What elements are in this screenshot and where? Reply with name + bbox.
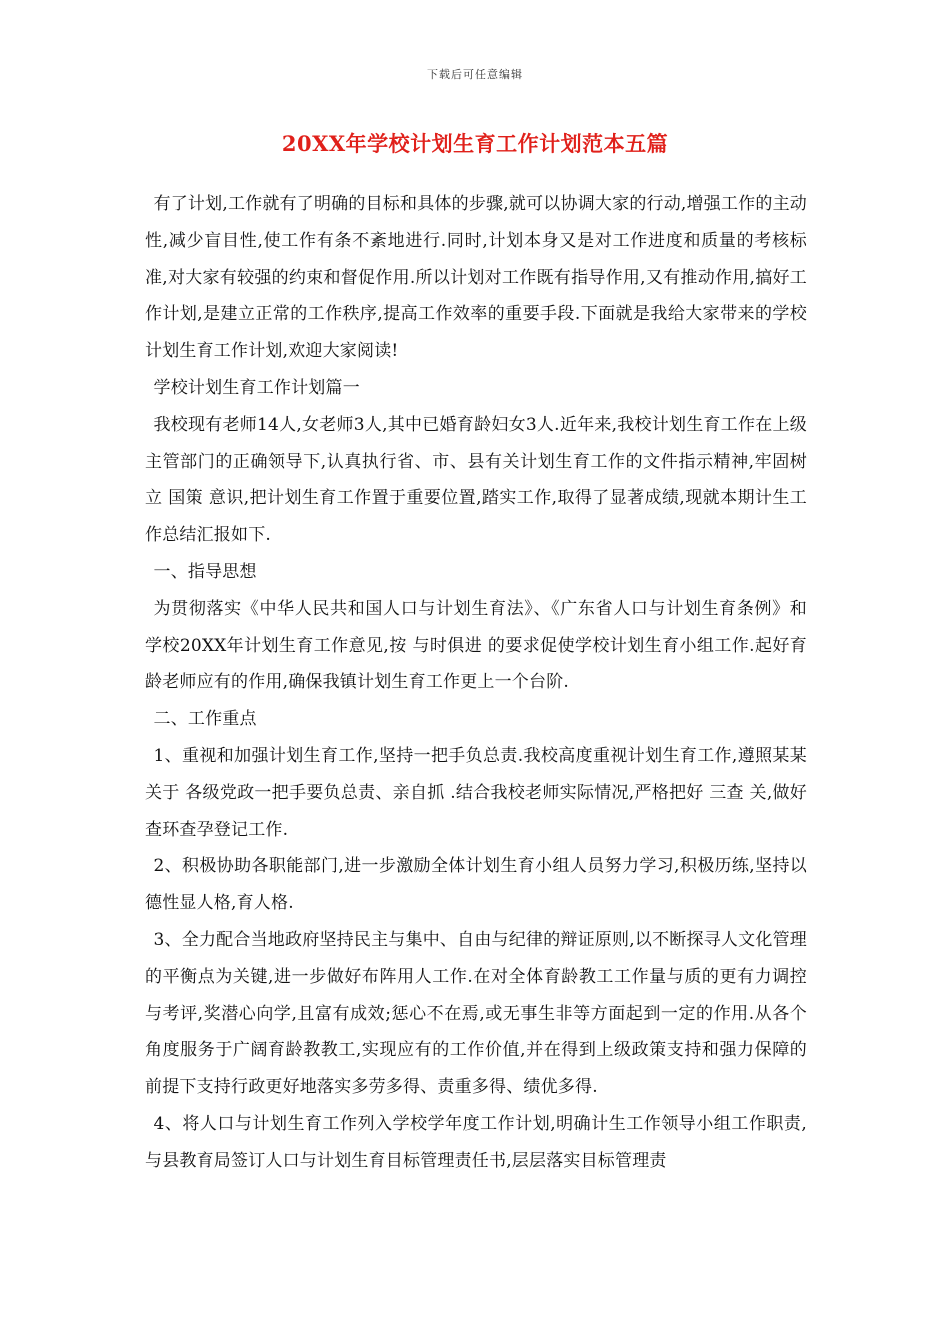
intro-paragraph: 有了计划,工作就有了明确的目标和具体的步骤,就可以协调大家的行动,增强工作的主动性,减少盲目性,使工作有条不紊地进行.同时,计划本身又是对工作进度和质量的考核标准,对大家有较强的约束和督促作用.所以计划对工作既有指导作用,又有推动作用,搞好工作计划,是建立正常的工作秩序,提高工作效率的重要手段.下面就是我给大家带来的学校计划生育工作计划,欢迎大家阅读! [145, 194, 807, 362]
work-focus-item-4: 4、将人口与计划生育工作列入学校学年度工作计划,明确计生工作领导小组工作职责,与县教育局签订人口与计划生育目标管理责任书,层层落实目标管理责 [145, 1113, 807, 1171]
heading-work-focus: 二、工作重点 [153, 709, 257, 730]
header-note: 下载后可任意编辑 [427, 68, 523, 81]
work-focus-item-1: 1、重视和加强计划生育工作,坚持一把手负总责.我校高度重视计划生育工作,遵照某某关于 各级党政一把手要负总责、亲自抓 .结合我校老师实际情况,严格把好 三查 关,做好查环查孕登记工作. [145, 745, 807, 840]
document-body [145, 186, 807, 1180]
heading-guiding-thought: 一、指导思想 [153, 561, 257, 582]
guiding-thought-paragraph: 为贯彻落实《中华人民共和国人口与计划生育法》、《广东省人口与计划生育条例》和学校20XX年计划生育工作意见,按 与时俱进 的要求促使学校计划生育小组工作.起好育龄老师应有的作用,确保我镇计划生育工作更上一个台阶. [145, 598, 807, 693]
school-overview-paragraph: 我校现有老师14人,女老师3人,其中已婚育龄妇女3人.近年来,我校计划生育工作在上级主管部门的正确领导下,认真执行省、市、县有关计划生育工作的文件指示精神,牢固树立 国策 意识,把计划生育工作置于重要位置,踏实工作,取得了显著成绩,现就本期计生工作总结汇报如下. [145, 414, 807, 546]
work-focus-item-2: 2、积极协助各职能部门,进一步激励全体计划生育小组人员努力学习,积极历练,坚持以德性显人格,育人格. [145, 856, 807, 914]
work-focus-item-3: 3、全力配合当地政府坚持民主与集中、自由与纪律的辩证原则,以不断探寻人文化管理的平衡点为关键,进一步做好布阵用人工作.在对全体育龄教工工作量与质的更有力调控与考评,奖潜心向学,且富有成效;惩心不在焉,或无事生非等方面起到一定的作用.从各个角度服务于广阔育龄教教工,实现应有的工作价值,并在得到上级政策支持和强力保障的前提下支持行政更好地落实多劳多得、责重多得、绩优多得. [145, 929, 807, 1098]
section-heading-part-one: 学校计划生育工作计划篇一 [153, 377, 360, 398]
document-title: 20XX年学校计划生育工作计划范本五篇 [281, 131, 669, 156]
